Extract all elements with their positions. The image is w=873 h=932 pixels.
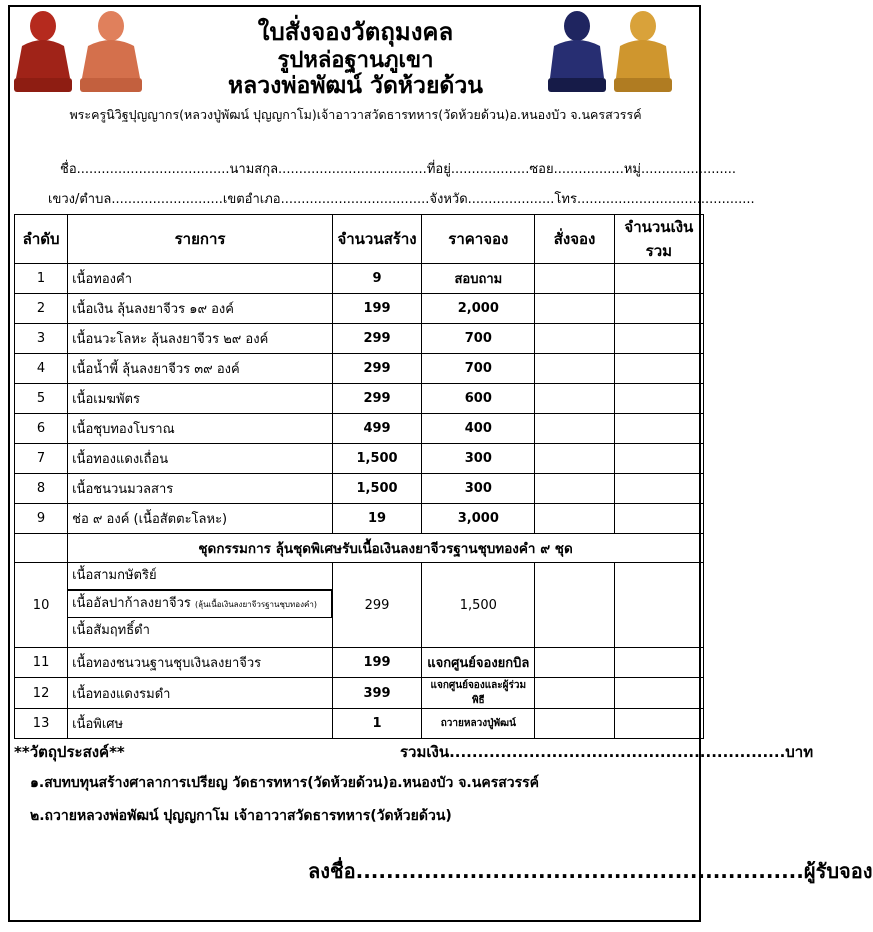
order-cell[interactable] xyxy=(535,354,614,384)
total-cell[interactable] xyxy=(614,504,703,534)
header-price: ราคาจอง xyxy=(422,215,535,264)
row-no: 12 xyxy=(15,678,68,709)
row-no: 8 xyxy=(15,474,68,504)
table-row xyxy=(15,504,704,534)
table-row xyxy=(15,384,704,414)
row-no: 6 xyxy=(15,414,68,444)
row-price: แจกศูนย์จองและผู้ร่วมพิธี xyxy=(422,678,535,709)
row-no: 10 xyxy=(15,563,68,648)
table-row xyxy=(15,354,704,384)
set-header-text: ชุดกรรมการ ลุ้นชุดพิเศษรับเนื้อเงินลงยาจีวรฐานชุบทองคำ ๙ ชุด xyxy=(68,534,704,563)
row-price: 400 xyxy=(422,414,535,444)
set-item-2: เนื้ออัลปาก้าลงยาจีวร (ลุ้นเนื้อเงินลงยาจีวรฐานชุบทองคำ) xyxy=(68,590,332,618)
header-order: สั่งจอง xyxy=(535,215,614,264)
row-qty: 9 xyxy=(332,264,421,294)
order-cell[interactable] xyxy=(535,563,614,648)
header-qty: จำนวนสร้าง xyxy=(332,215,421,264)
row-qty: 499 xyxy=(332,414,421,444)
row-price: ถวายหลวงปู่พัฒน์ xyxy=(422,709,535,739)
order-cell[interactable] xyxy=(535,264,614,294)
row-no: 3 xyxy=(15,324,68,354)
row-price: 700 xyxy=(422,354,535,384)
order-cell[interactable] xyxy=(535,384,614,414)
row-qty: 299 xyxy=(332,563,421,648)
table-row xyxy=(15,264,704,294)
district-phone-line: เขวง/ตำบล...........................เขตอำเภอ....................................จังหวัด.....................โทร........................................... xyxy=(48,192,755,207)
total-cell[interactable] xyxy=(614,264,703,294)
total-amount-line: รวมเงิน...........................................................บาท xyxy=(400,743,814,761)
order-cell[interactable] xyxy=(535,294,614,324)
table-row xyxy=(15,474,704,504)
row-qty: 399 xyxy=(332,678,421,709)
row-qty: 299 xyxy=(332,384,421,414)
total-cell[interactable] xyxy=(614,384,703,414)
row-no: 13 xyxy=(15,709,68,739)
row-item: เนื้อพิเศษ xyxy=(68,709,333,739)
row-qty: 1 xyxy=(332,709,421,739)
set-item-3: เนื้อสัมฤทธิ์ดำ xyxy=(72,623,150,638)
header-total: จำนวนเงินรวม xyxy=(614,215,703,264)
row-item: เนื้อนวะโลหะ ลุ้นลงยาจีวร ๒๙ องค์ xyxy=(68,324,333,354)
header-item: รายการ xyxy=(68,215,333,264)
row-no: 9 xyxy=(15,504,68,534)
total-cell[interactable] xyxy=(614,709,703,739)
table-row xyxy=(15,444,704,474)
total-cell[interactable] xyxy=(614,563,703,648)
header-no: ลำดับ xyxy=(15,215,68,264)
temple-info-line: พระครูนิวิฐปุญญากร(หลวงปู่พัฒน์ ปุญญกาโม)เจ้าอาวาสวัดธารทหาร(วัดห้วยด้วน)อ.หนองบัว จ.นครสวรรค์ xyxy=(69,107,642,122)
row-qty: 199 xyxy=(332,648,421,678)
order-cell[interactable] xyxy=(535,678,614,709)
order-cell[interactable] xyxy=(535,414,614,444)
row-qty: 19 xyxy=(332,504,421,534)
row-price: สอบถาม xyxy=(422,264,535,294)
row-item: เนื้อทองแดงรมดำ xyxy=(68,678,333,709)
row-qty: 1,500 xyxy=(332,444,421,474)
row-qty: 299 xyxy=(332,354,421,384)
row-item: เนื้อทองชนวนฐานชุบเงินลงยาจีวร xyxy=(68,648,333,678)
table-row xyxy=(15,648,704,678)
table-header-row xyxy=(15,215,704,264)
table-row xyxy=(15,678,704,709)
row-item: เนื้อชนวนมวลสาร xyxy=(68,474,333,504)
order-cell[interactable] xyxy=(535,324,614,354)
set-item-2-note: (ลุ้นเนื้อเงินลงยาจีวรฐานชุบทองคำ) xyxy=(195,600,317,609)
purpose-title: **วัตถุประสงค์** xyxy=(14,743,125,761)
row-price: 300 xyxy=(422,474,535,504)
order-cell[interactable] xyxy=(535,709,614,739)
row-item: เนื้อชุบทองโบราณ xyxy=(68,414,333,444)
row-price: แจกศูนย์จองยกบิล xyxy=(422,648,535,678)
name-address-line: ชื่อ.....................................นามสกุล....................................ที่อยู่...................ซอย.................หมู่....................... xyxy=(60,162,737,177)
set-header-row xyxy=(15,534,704,563)
total-cell[interactable] xyxy=(614,648,703,678)
total-cell[interactable] xyxy=(614,294,703,324)
order-cell[interactable] xyxy=(535,444,614,474)
row-no: 4 xyxy=(15,354,68,384)
row-price: 1,500 xyxy=(422,563,535,648)
row-no: 1 xyxy=(15,264,68,294)
row-item: เนื้อเมฆพัตร xyxy=(68,384,333,414)
table-row xyxy=(15,709,704,739)
table-row xyxy=(15,563,704,648)
signature-line: ลงชื่อ...........................................................ผู้รับจอง xyxy=(308,859,873,883)
form-subtitle-2: หลวงพ่อพัฒน์ วัดห้วยด้วน xyxy=(227,72,484,99)
row-item: เนื้อเงิน ลุ้นลงยาจีวร ๑๙ องค์ xyxy=(68,294,333,324)
row-qty: 1,500 xyxy=(332,474,421,504)
row-no: 7 xyxy=(15,444,68,474)
row-item: ช่อ ๙ องค์ (เนื้อสัตตะโลหะ) xyxy=(68,504,333,534)
total-cell[interactable] xyxy=(614,354,703,384)
purpose-1: ๑.สบทบทุนสร้างศาลาการเปรียญ วัดธารทหาร(วัดห้วยด้วน)อ.หนองบัว จ.นครสวรรค์ xyxy=(30,775,540,791)
row-qty: 299 xyxy=(332,324,421,354)
total-cell[interactable] xyxy=(614,444,703,474)
row-item: เนื้อทองแดงเถื่อน xyxy=(68,444,333,474)
total-cell[interactable] xyxy=(614,324,703,354)
table-row xyxy=(15,414,704,444)
total-cell[interactable] xyxy=(614,678,703,709)
row-price: 700 xyxy=(422,324,535,354)
total-cell[interactable] xyxy=(614,474,703,504)
form-title: ใบสั่งจองวัตถุมงคล xyxy=(257,17,454,46)
order-cell[interactable] xyxy=(535,474,614,504)
row-no: 11 xyxy=(15,648,68,678)
row-price: 300 xyxy=(422,444,535,474)
order-cell[interactable] xyxy=(535,648,614,678)
row-price: 600 xyxy=(422,384,535,414)
form-subtitle-1: รูปหล่อฐานภูเขา xyxy=(277,47,434,73)
row-item: เนื้อทองคำ xyxy=(68,264,333,294)
row-no: 5 xyxy=(15,384,68,414)
row-price: 3,000 xyxy=(422,504,535,534)
table-row xyxy=(15,294,704,324)
row-no: 2 xyxy=(15,294,68,324)
row-item: เนื้อน้ำพี้ ลุ้นลงยาจีวร ๓๙ องค์ xyxy=(68,354,333,384)
table-row xyxy=(15,324,704,354)
order-table xyxy=(14,214,704,739)
row-price: 2,000 xyxy=(422,294,535,324)
order-cell[interactable] xyxy=(535,504,614,534)
set-item-1: เนื้อสามกษัตริย์ xyxy=(68,563,332,590)
purpose-2: ๒.ถวายหลวงพ่อพัฒน์ ปุญญกาโม เจ้าอาวาสวัดธารทหาร(วัดห้วยด้วน) xyxy=(30,808,452,824)
row-qty: 199 xyxy=(332,294,421,324)
total-cell[interactable] xyxy=(614,414,703,444)
